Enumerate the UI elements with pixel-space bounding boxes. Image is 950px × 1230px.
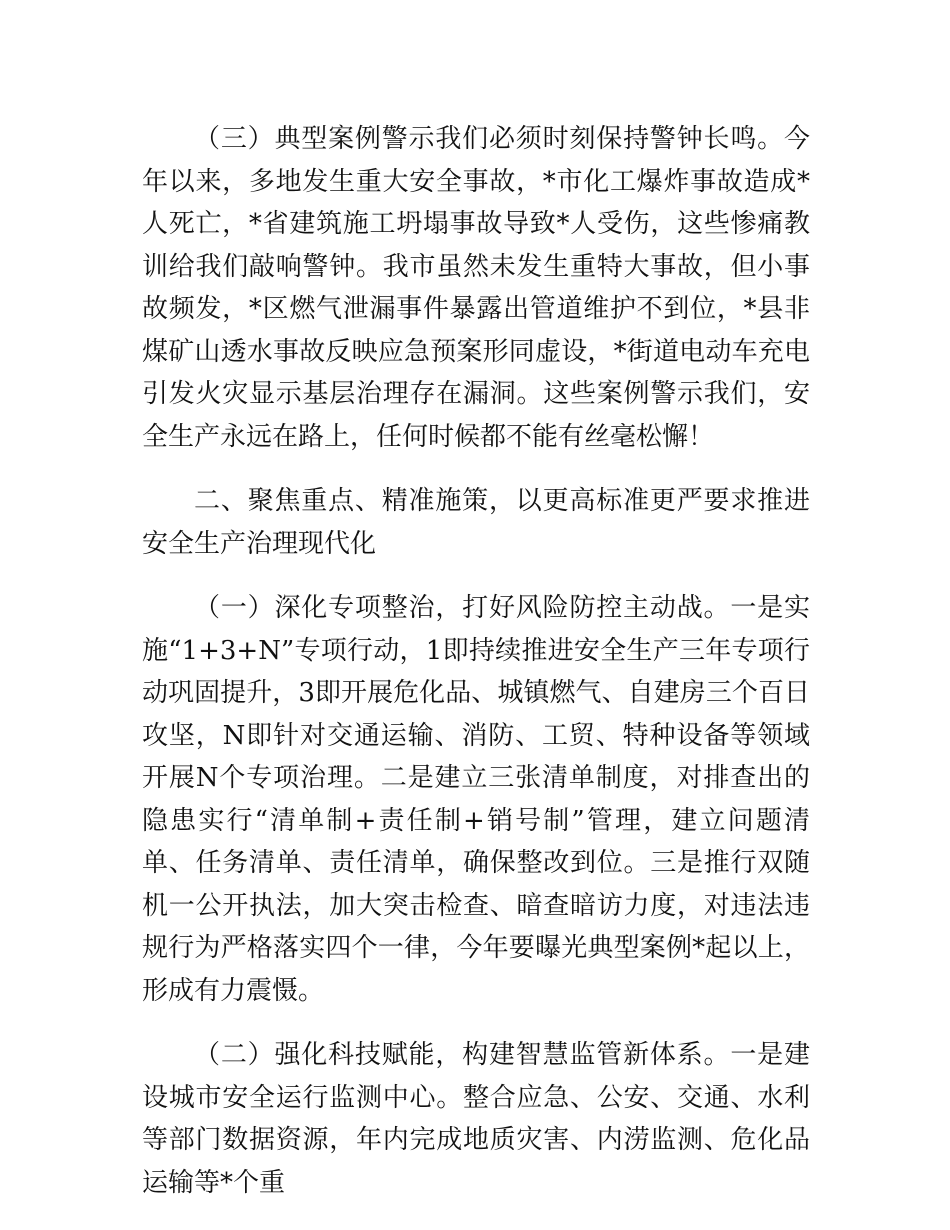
document-page bbox=[142, 118, 810, 1204]
paragraph-case-warning: （三）典型案例警示我们必须时刻保持警钟长鸣。今年以来，多地发生重大安全事故，*市化工爆炸事故造成*人死亡，*省建筑施工坍塌事故导致*人受伤，这些惨痛教训给我们敲响警钟。我市虽然未发生重特大事故，但小事故频发，*区燃气泄漏事件暴露出管道维护不到位，*县非煤矿山透水事故反映应急预案形同虚设，*街道电动车充电引发火灾显示基层治理存在漏洞。这些案例警示我们，安全生产永远在路上，任何时候都不能有丝毫松懈！ bbox=[142, 124, 810, 452]
section-heading-two: 二、聚焦重点、精准施策，以更高标准更严要求推进安全生产治理现代化 bbox=[142, 486, 810, 559]
paragraph-tech-empowerment: （二）强化科技赋能，构建智慧监管新体系。一是建设城市安全运行监测中心。整合应急、公安、交通、水利等部门数据资源，年内完成地质灾害、内涝监测、危化品运输等*个重 bbox=[142, 1040, 810, 1198]
paragraph-special-rectification: （一）深化专项整治，打好风险防控主动战。一是实施“1+3+N”专项行动，1即持续推进安全生产三年专项行动巩固提升，3即开展危化品、城镇燃气、自建房三个百日攻坚，N即针对交通运输、消防、工贸、特种设备等领域开展N个专项治理。二是建立三张清单制度，对排查出的隐患实行“清单制+责任制+销号制”管理，建立问题清单、任务清单、责任清单，确保整改到位。三是推行双随机一公开执法，加大突击检查、暗查暗访力度，对违法违规行为严格落实四个一律，今年要曝光典型案例*起以上，形成有力震慑。 bbox=[142, 593, 810, 1006]
